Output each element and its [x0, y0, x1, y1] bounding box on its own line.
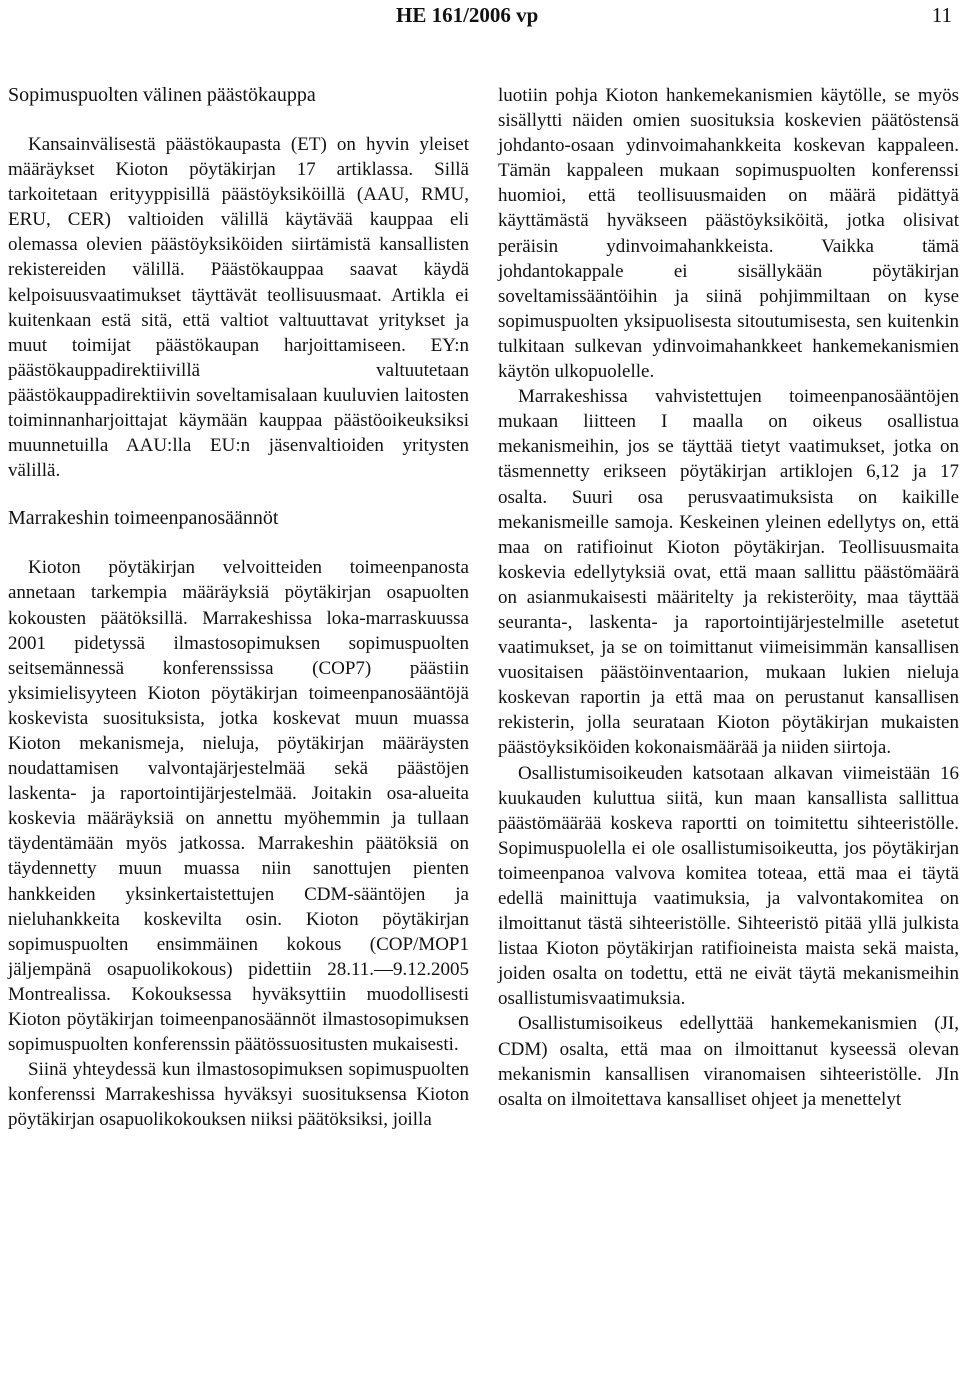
spacer [8, 531, 469, 555]
paragraph: Kansainvälisestä päästökaupasta (ET) on hyvin yleiset määräykset Kioton pöytäkirjan 17 artiklassa. Sillä tarkoitetaan erityyppisillä päästöyksiköillä (AAU, RMU, ERU, CER) valtioiden välillä käytävää kauppaa eli olemassa olevien päästöyksiköiden siirtämistä kansallisten rekistereiden välillä. Päästökauppaa saavat käydä kelpoisuusvaatimukset täyttävät teollisuusmaat. Artikla ei kuitenkaan estä sitä, että valtiot valtuuttavat yritykset ja muut toimijat päästökaupan harjoittamiseen. EY:n päästökauppadirektiivillä valtuutetaan päästökauppadirektiivin soveltamisalaan kuuluvien laitosten toiminnanharjoittajat käymään kauppaa päästöoikeuksiksi muunnetuilla AAU:lla EU:n jäsenvaltioiden yritysten välillä. [8, 134, 469, 482]
paragraph: Marrakeshissa vahvistettujen toimeenpanosääntöjen mukaan liitteen I maalla on oikeus osallistua mekanismeihin, jos se täyttää tietyt vaatimukset, jotka on täsmennetty erikseen pöytäkirjan artiklojen 6,12 ja 17 osalta. Suuri osa perusvaatimuksista on kaikille mekanismeille samoja. Keskeinen yleinen edellytys on, että maa on ratifioinut Kioton pöytäkirjan. Teollisuusmaita koskevia edellytyksiä ovat, että maan sallittu päästömäärä on asianmukaisesti määritelty ja rekisteröity, maa täyttää seuranta-, laskenta- ja raportointijärjestelmille asetetut vaatimukset, ja se on toimittanut viimeisimmän kansallisen vuositaisen päästöinventaarion, mukaan lukien nieluja koskevan raportin ja että maa on perustanut kansallisen rekisterin, jolla seurataan Kioton pöytäkirjan mukaisten päästöyksiköiden kokonaismäärää ja niiden siirtoja. [498, 386, 959, 759]
paragraph: Osallistumisoikeuden katsotaan alkavan viimeistään 16 kuukauden kuluttua siitä, kun maan kansallista sallittua päästömäärää koskeva raportti on toimitettu sihteeristölle. Sopimuspuolella ei ole osallistumisoikeutta, jos pöytäkirjan toimeenpanoa valvova komitea toteaa, että maa ei täytä edellä mainittuja vaatimuksia, ja valvontakomitea on ilmoittanut tästä sihteeristölle. Sihteeristö pitää yllä julkista listaa Kioton pöytäkirjan ratifioineista maista sekä maista, joiden osalta on todettu, että ne eivät täytä mekanismeihin osallistumisvaatimuksia. [498, 762, 959, 1010]
right-column [498, 83, 959, 1112]
left-column [8, 83, 469, 1132]
paragraph: Kioton pöytäkirjan velvoitteiden toimeenpanosta annetaan tarkempia määräyksiä pöytäkirjan osapuolten kokousten päätöksillä. Marrakeshissa loka-marraskuussa 2001 pidetyssä ilmastosopimuksen sopimuspuolten seitsemännessä konferenssissa (COP7) päästiin yksimielisyyteen Kioton pöytäkirjan toimeenpanosääntöjä koskevista suosituksista, jotka koskevat muun muassa Kioton mekanismeja, nieluja, pöytäkirjan määräysten noudattamisen valvontajärjestelmää sekä päästöjen laskenta- ja raportointijärjestelmää. Joitakin osa-alueita koskevia määräyksiä on annettu myöhemmin ja tullaan täydentämään myös jatkossa. Marrakeshin päätöksiä on täydennetty muun muassa niin sanottujen pienten hankkeiden yksinkertaistettujen CDM-sääntöjen ja nieluhankkeita koskevilta osin. Kioton pöytäkirjan sopimuspuolten ensimmäinen kokous (COP/MOP1 jäljempänä osapuolikokous) pidettiin 28.11.—9.12.2005 Montrealissa. Kokouksessa hyväksyttiin muodollisesti Kioton pöytäkirjan toimeenpanosäännöt ilmastosopimuksen sopimuspuolten konferenssin päätössuositusten mukaisesti. [8, 557, 469, 1056]
paragraph: Osallistumisoikeus edellyttää hankemekanismien (JI, CDM) osalta, että maa on ilmoittanut kyseessä olevan mekanismin kansallisen viranomaisen sihteeristölle. JIn osalta on ilmoitettava kansalliset ohjeet ja menettelyt [498, 1013, 959, 1110]
paragraph: Siinä yhteydessä kun ilmastosopimuksen sopimuspuolten konferenssi Marrakeshissa hyväksyi suosituksensa Kioton pöytäkirjan osapuolikokouksen niiksi päätöksiksi, joilla [8, 1059, 469, 1131]
section-heading-emissions-trading: Sopimuspuolten välinen päästökauppa [8, 84, 316, 106]
paragraph-continued: luotiin pohja Kioton hankemekanismien käytölle, se myös sisällytti näiden omien suosituksia koskevien päätöstensä johdanto-osaan ydinvoimahankkeita koskevan kappaleen. Tämän kappaleen mukaan sopimuspuolten konferenssi huomioi, että teollisuusmaiden on määrä pidättyä käyttämästä hyväkseen päästöyksiköitä, jotka olisivat peräisin ydinvoimahankkeista. Vaikka tämä johdantokappale ei sisällykään pöytäkirjan soveltamissääntöihin ja siinä pohjimmiltaan on kyse sopimuspuolten yksipuolisesta sitoutumisesta, sen kuitenkin tulkitaan sulkevan ydinvoimahankkeet hankemekanismien käytön ulkopuolelle. [498, 85, 959, 383]
section-heading-marrakesh-rules: Marrakeshin toimeenpanosäännöt [8, 507, 279, 530]
spacer [8, 108, 469, 132]
spacer [8, 483, 469, 506]
document-id: HE 161/2006 vp [396, 3, 539, 27]
page-number: 11 [931, 3, 952, 27]
page-header [0, 2, 960, 32]
